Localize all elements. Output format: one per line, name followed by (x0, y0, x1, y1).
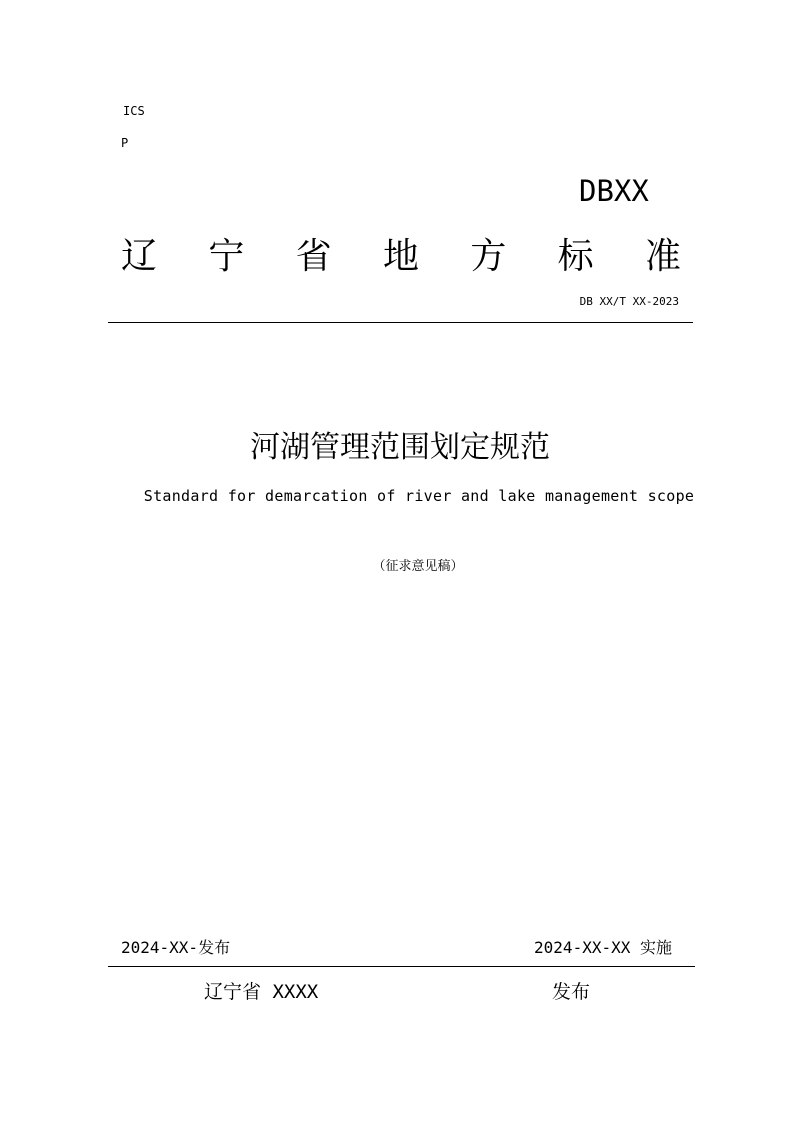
footer-divider (108, 966, 695, 967)
standard-type-char: 宁 (208, 236, 245, 277)
standard-type-char: 方 (470, 236, 507, 277)
standard-type-char: 地 (382, 236, 419, 277)
standard-type-char: 省 (295, 236, 332, 277)
standard-type-char: 辽 (121, 236, 158, 277)
issued-label: 发布 (552, 981, 591, 1003)
publish-date: 2024-XX-发布 (121, 938, 231, 957)
standard-type-char: 准 (644, 236, 681, 277)
issuing-authority: 辽宁省 XXXX (204, 981, 319, 1003)
standard-number: DB XX/T XX-2023 (579, 295, 679, 308)
standard-type-char: 标 (557, 236, 594, 277)
standard-type-heading (121, 228, 681, 279)
implement-date: 2024-XX-XX 实施 (534, 938, 672, 957)
document-title: 河湖管理范围划定规范 (250, 430, 550, 465)
ics-code: ICS (123, 104, 145, 118)
db-code: DBXX (579, 174, 649, 208)
header-divider (108, 322, 693, 323)
classification-code: P (121, 136, 129, 150)
document-title-english: Standard for demarcation of river and lake management scope (143, 487, 695, 505)
draft-note: （征求意见稿） (372, 559, 464, 574)
